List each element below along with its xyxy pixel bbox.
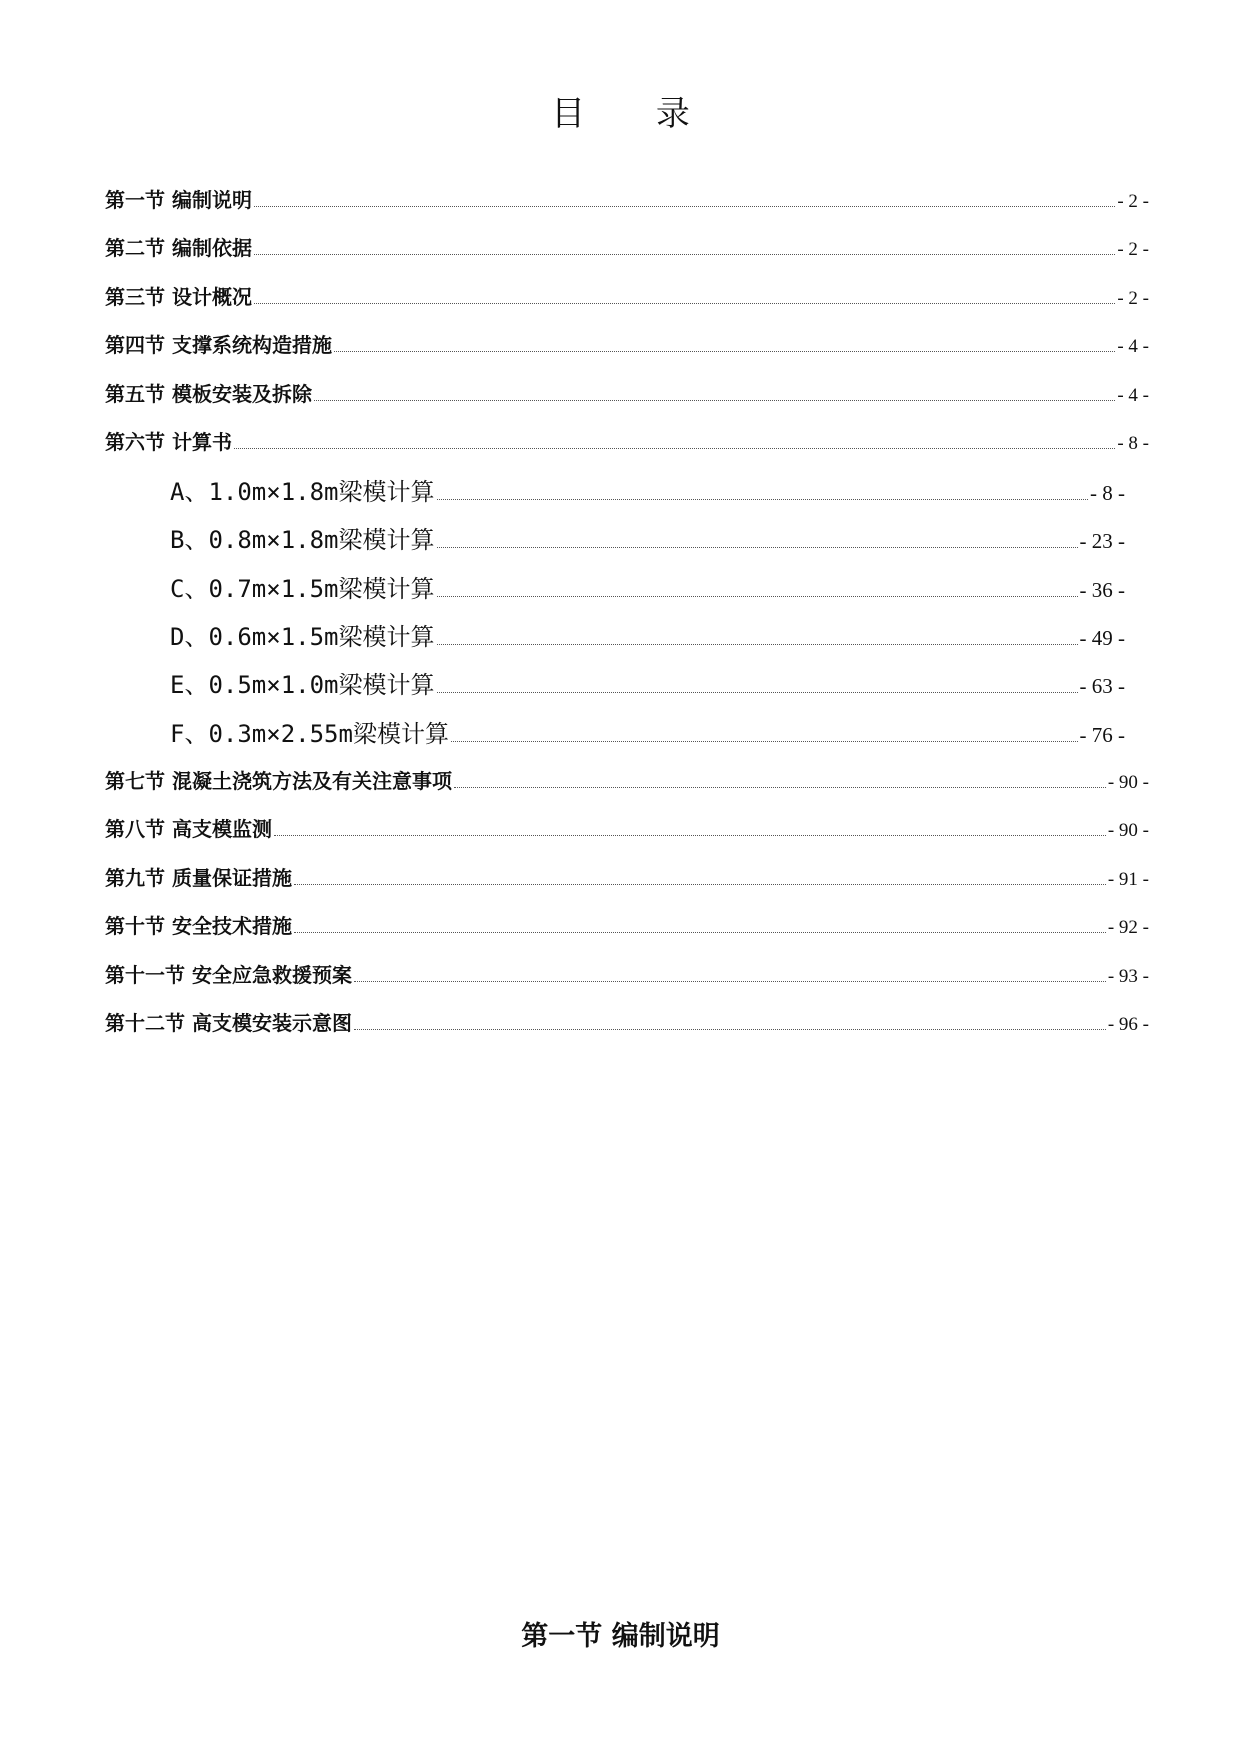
- toc-entry-label: 第九节 质量保证措施: [105, 866, 292, 890]
- toc-entry-calc-e[interactable]: [170, 665, 1125, 699]
- toc-entry-section-4[interactable]: [105, 329, 1149, 359]
- toc-entry-page: - 23 -: [1079, 529, 1125, 553]
- toc-entry-page: - 2 -: [1117, 288, 1149, 309]
- toc-entry-section-6[interactable]: [105, 426, 1149, 456]
- toc-entry-label: A、1.0m×1.8m梁模计算: [170, 478, 435, 506]
- toc-entry-page: - 91 -: [1107, 869, 1149, 890]
- toc-entry-page: - 63 -: [1079, 674, 1125, 698]
- toc-entry-label: F、0.3m×2.55m梁模计算: [170, 720, 449, 748]
- toc-entry-calc-f[interactable]: [170, 714, 1125, 748]
- toc-entry-label: 第八节 高支模监测: [105, 817, 272, 841]
- toc-entry-page: - 96 -: [1107, 1014, 1149, 1035]
- toc-entry-page: - 2 -: [1117, 239, 1149, 260]
- toc-entry-page: - 4 -: [1117, 336, 1149, 357]
- toc-entry-label: E、0.5m×1.0m梁模计算: [170, 671, 435, 699]
- toc-entry-calc-b[interactable]: [170, 520, 1125, 554]
- toc-entry-label: 第四节 支撑系统构造措施: [105, 333, 332, 357]
- dot-leader: [294, 883, 1106, 885]
- toc-entry-section-3[interactable]: [105, 281, 1149, 311]
- toc-entry-label: C、0.7m×1.5m梁模计算: [170, 575, 435, 603]
- toc-entry-page: - 93 -: [1107, 966, 1149, 987]
- dot-leader: [254, 302, 1115, 304]
- toc-entry-page: - 49 -: [1079, 626, 1125, 650]
- dot-leader: [234, 447, 1115, 449]
- toc-entry-section-2[interactable]: [105, 232, 1149, 262]
- toc-entry-page: - 76 -: [1079, 723, 1125, 747]
- toc-entry-section-7[interactable]: [105, 765, 1149, 795]
- toc-entry-page: - 8 -: [1117, 433, 1149, 454]
- toc-entry-section-1[interactable]: [105, 184, 1149, 214]
- dot-leader: [451, 740, 1078, 742]
- dot-leader: [314, 399, 1115, 401]
- toc-entry-page: - 90 -: [1107, 820, 1149, 841]
- dot-leader: [437, 498, 1089, 500]
- dot-leader: [274, 834, 1106, 836]
- toc-entry-label: 第十一节 安全应急救援预案: [105, 963, 352, 987]
- toc-entry-section-5[interactable]: [105, 378, 1149, 408]
- toc-entry-page: - 36 -: [1079, 578, 1125, 602]
- dot-leader: [354, 980, 1106, 982]
- dot-leader: [437, 643, 1078, 645]
- toc-entry-section-11[interactable]: [105, 959, 1149, 989]
- toc-entry-label: 第十二节 高支模安装示意图: [105, 1011, 352, 1035]
- toc-entry-label: 第十节 安全技术措施: [105, 914, 292, 938]
- dot-leader: [437, 546, 1078, 548]
- toc-entry-page: - 8 -: [1090, 481, 1125, 505]
- toc-entry-page: - 90 -: [1107, 772, 1149, 793]
- toc-entry-label: 第三节 设计概况: [105, 285, 252, 309]
- toc-entry-page: - 92 -: [1107, 917, 1149, 938]
- dot-leader: [454, 786, 1106, 788]
- dot-leader: [354, 1028, 1106, 1030]
- dot-leader: [334, 350, 1115, 352]
- toc-title: 目 录: [551, 94, 720, 134]
- toc-entry-label: 第六节 计算书: [105, 430, 232, 454]
- section-heading: 第一节 编制说明: [521, 1621, 720, 1652]
- toc-entry-section-9[interactable]: [105, 862, 1149, 892]
- toc-entry-calc-c[interactable]: [170, 569, 1125, 603]
- dot-leader: [254, 205, 1115, 207]
- dot-leader: [294, 931, 1106, 933]
- toc-entry-section-10[interactable]: [105, 910, 1149, 940]
- toc-entry-label: B、0.8m×1.8m梁模计算: [170, 526, 435, 554]
- toc-entry-calc-a[interactable]: [170, 472, 1125, 506]
- toc-entry-section-8[interactable]: [105, 813, 1149, 843]
- toc-entry-page: - 2 -: [1117, 191, 1149, 212]
- toc-entry-calc-d[interactable]: [170, 617, 1125, 651]
- toc-entry-label: 第五节 模板安装及拆除: [105, 382, 312, 406]
- dot-leader: [437, 691, 1078, 693]
- dot-leader: [254, 253, 1115, 255]
- toc-entry-label: 第二节 编制依据: [105, 236, 252, 260]
- toc-entry-page: - 4 -: [1117, 385, 1149, 406]
- toc-entry-section-12[interactable]: [105, 1007, 1149, 1037]
- toc-entry-label: 第一节 编制说明: [105, 188, 252, 212]
- toc-entry-label: 第七节 混凝土浇筑方法及有关注意事项: [105, 769, 452, 793]
- dot-leader: [437, 595, 1078, 597]
- toc-entry-label: D、0.6m×1.5m梁模计算: [170, 623, 435, 651]
